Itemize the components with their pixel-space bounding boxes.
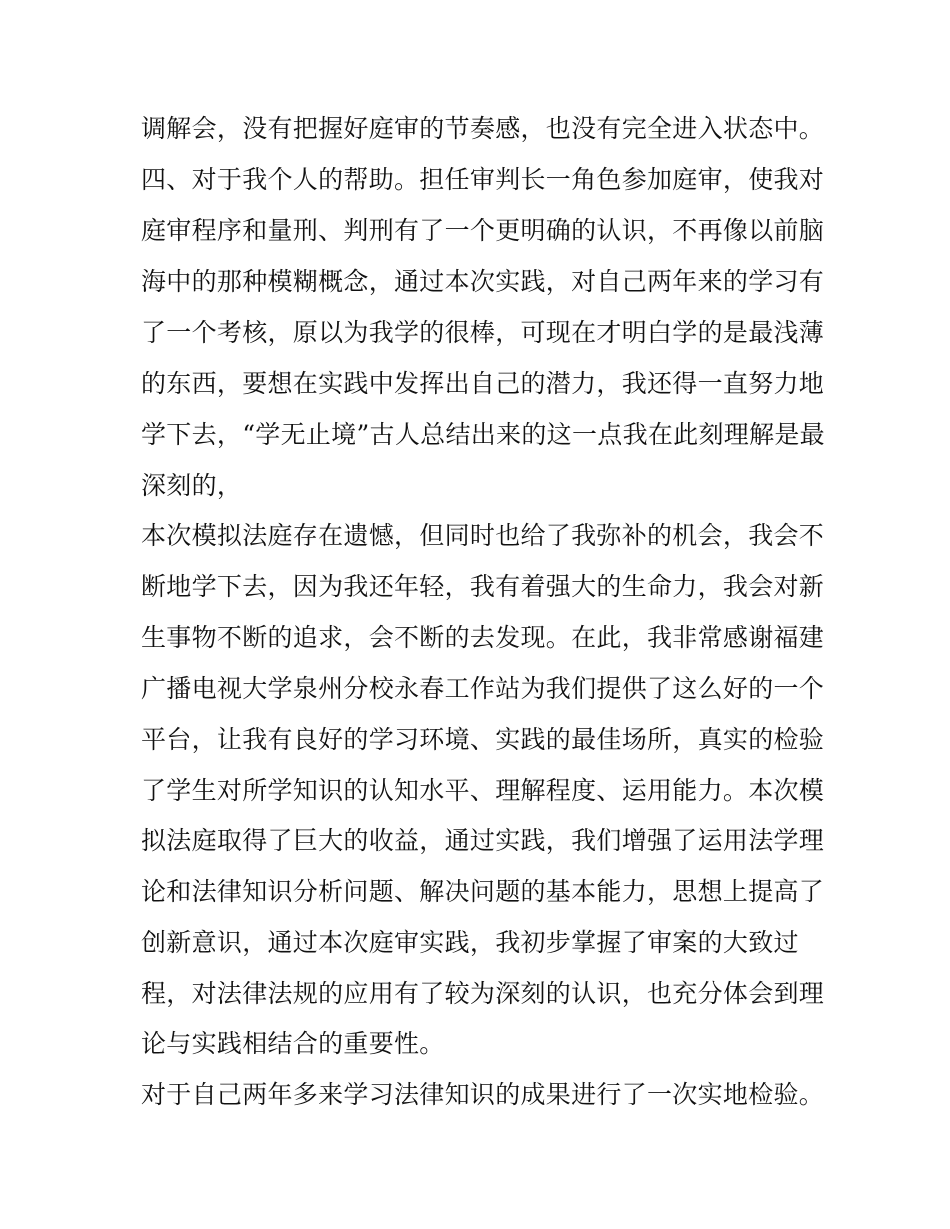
text-line: 创新意识，通过本次庭审实践，我初步掌握了审案的大致过 xyxy=(141,928,799,957)
text-line: 庭审程序和量刑、判刑有了一个更明确的认识，不再像以前脑 xyxy=(141,216,825,245)
text-line: 拟法庭取得了巨大的收益，通过实践，我们增强了运用法学理 xyxy=(141,826,825,855)
text-line: 学下去，“学无止境”古人总结出来的这一点我在此刻理解是最 xyxy=(141,420,825,449)
text-line: 论和法律知识分析问题、解决问题的基本能力，思想上提高了 xyxy=(141,877,825,906)
text-line: 深刻的， xyxy=(141,471,243,500)
text-line: 四、对于我个人的帮助。担任审判长一角色参加庭审，使我对 xyxy=(141,165,825,194)
text-line: 生事物不断的追求，会不断的去发现。在此，我非常感谢福建 xyxy=(141,623,825,652)
text-line: 程，对法律法规的应用有了较为深刻的认识，也充分体会到理 xyxy=(141,979,825,1008)
text-line: 调解会，没有把握好庭审的节奏感，也没有完全进入状态中。 xyxy=(141,114,825,143)
text-line: 了一个考核，原以为我学的很棒，可现在才明白学的是最浅薄 xyxy=(141,318,825,347)
text-line: 广播电视大学泉州分校永春工作站为我们提供了这么好的一个 xyxy=(141,674,825,703)
text-line: 平台，让我有良好的学习环境、实践的最佳场所，真实的检验 xyxy=(141,725,825,754)
text-line: 对于自己两年多来学习法律知识的成果进行了一次实地检验。 xyxy=(141,1080,825,1109)
text-line: 断地学下去，因为我还年轻，我有着强大的生命力，我会对新 xyxy=(141,572,825,601)
text-line: 论与实践相结合的重要性。 xyxy=(141,1029,445,1058)
text-line: 了学生对所学知识的认知水平、理解程度、运用能力。本次模 xyxy=(141,776,825,805)
text-line: 本次模拟法庭存在遗憾，但同时也给了我弥补的机会，我会不 xyxy=(141,521,825,550)
text-line: 海中的那种模糊概念，通过本次实践，对自己两年来的学习有 xyxy=(141,267,825,296)
text-line: 的东西，要想在实践中发挥出自己的潜力，我还得一直努力地 xyxy=(141,369,825,398)
